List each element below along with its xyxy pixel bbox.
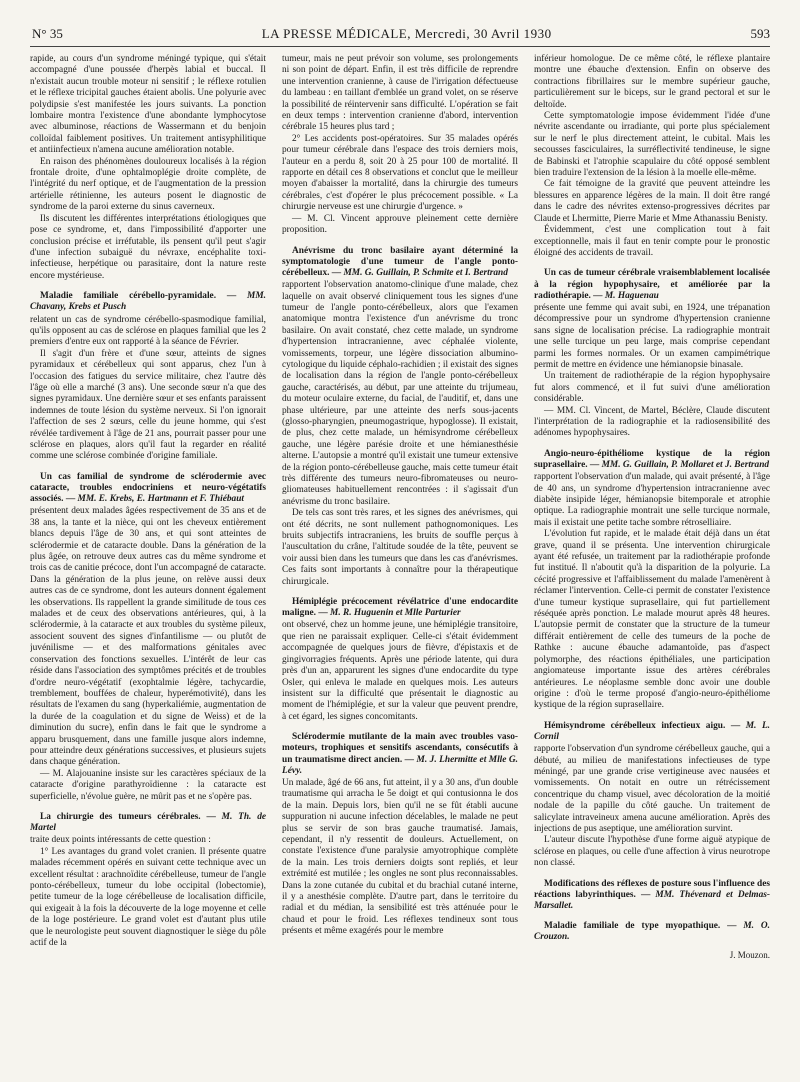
page-number: 593 — [750, 26, 770, 41]
heading-title: Anévrisme du tronc basilaire ayant déterminé la symptomatologie d'une tumeur de l'angle ponto-cérébelleux. — — [282, 245, 518, 278]
section-heading — [30, 812, 266, 834]
heading-title: Maladie familiale cérébello-pyramidale. — — [40, 291, 237, 302]
paragraph: L'évolution fut rapide, et le malade était déjà dans un état grave, quand il se présenta. Une intervention chirurgicale ayant été refusée, un traitement par la radiothérapie profonde fut institué. Il n'aboutit qu'à la disparition de la polyurie. La cécité progressive et l'affaiblissement du malade l'amenèrent à réclamer l'intervention. Celle-ci permit de constater l'existence d'une tumeur kystique suprasellaire, qui fut partiellement réséquée après ponction. Le malade mourut après 48 heures. L'autopsie permit de constater que la structure de la tumeur différait entièrement de celle des tumeurs de la poche de Rathke : aucune ébauche adamantoïde, pas d'aspect polymorphe, des réactions épithéliales, une participation angiomateuse importante issue des artères cérébrales antérieures. Le néoplasme semble donc avoir une double origine : d'où le terme proposé d'angio-neuro-épithéliome kystique de la région suprasellaire. — [534, 529, 770, 711]
header-rule — [30, 46, 770, 47]
column-3 — [534, 54, 770, 1074]
section-heading — [30, 291, 266, 313]
issue-number: N° 35 — [32, 26, 63, 41]
heading-authors: M. J. Lhermitte et Mlle G. Lévy. — [282, 754, 518, 776]
column-1 — [30, 54, 266, 1074]
paragraph: présente une femme qui avait subi, en 1924, une trépanation décompressive pour un syndrome d'hypertension cranienne sans signe de localisation précise. La radiographie montrait une selle turcique un peu large, mais comprise cependant parmi les formes normales. Or un examen campimétrique permit de mettre en évidence une hémianopsie binasale. — [534, 302, 770, 370]
paragraph: ont observé, chez un homme jeune, une hémiplégie transitoire, que rien ne paraissait expliquer. Celle-ci s'était évidemment accompagnée de quelques jours de fièvre, d'épistaxis et de gingivorragies fréquents. Après une période latente, qui dura près d'un an, apparurent les signes d'une endocardite du type Osler, qui enleva le malade en quelques mois. Les auteurs insistent sur la difficulté que présentait le diagnostic au moment de l'hémiplégie, et sur la valeur que peuvent prendre, à cet égard, les signes concomitants. — [282, 620, 518, 722]
section-heading — [534, 721, 770, 743]
paragraph: En raison des phénomènes douloureux localisés à la région frontale droite, d'une ophtalmoplégie droite complète, de l'intégrité du nerf optique, et de l'augmentation de la pression artérielle rétinienne, les auteurs posent le diagnostic de syndrome de la paroi externe du sinus caverneux. — [30, 156, 266, 213]
section-heading — [282, 246, 518, 280]
heading-authors: MM. Thévenard et Delmas-Marsallet. — [534, 889, 770, 912]
paragraph: Ce fait témoigne de la gravité que peuvent atteindre les blessures en apparence légères de la main. Il doit être rangé dans le cadre des névrites extenso-progressives décrites par Claude et Lhermitte, Pierre Marie et Mme Athanassiu Benisty. — [534, 179, 770, 224]
section-heading — [282, 732, 518, 777]
heading-title: Sclérodermie mutilante de la main avec troubles vaso-moteurs, trophiques et sensitifs ascendants, consécutifs à un traumatisme direct ancien. — — [282, 732, 518, 765]
paragraph: — MM. Cl. Vincent, de Martel, Béclère, Claude discutent l'interprétation de la radiographie et la radiosensibilité des adénomes hypophysaires. — [534, 405, 770, 439]
article-columns — [30, 54, 770, 1074]
paragraph: rapportent l'observation d'un malade, qui avait présenté, à l'âge de 40 ans, un syndrome d'hypertension intracranienne avec diabète insipide léger, hémianopsie bitemporale et atrophie optique. La radiographie montrait une selle turcique normale, mais il existait une petite tache sombre rétroselliaire. — [534, 472, 770, 528]
paragraph: De tels cas sont très rares, et les signes des anévrismes, qui ont été décrits, ne sont nullement pathognomoniques. Les bruits subjectifs intracraniens, les bruits de souffle perçus à l'auscultation du crâne, l'altitude soudée de la tête, peuvent se voir aussi bien dans les tumeurs que dans les cas d'anévrismes. Ces faits sont importants à connaître pour la thérapeutique chirurgicale. — [282, 508, 518, 587]
paragraph: Cette symptomatologie impose évidemment l'idée d'une névrite ascendante ou irradiante, qui porte plus spécialement sur le nerf le plus directement atteint, le cubital. Mais les secousses fasciculaires, la surréflectivité tendineuse, le signe de Babinski et l'atrophie scapulaire du côté opposé semblent bien traduire l'extension de la lésion à la moelle elle-même. — [534, 111, 770, 179]
paragraph: 1° Les avantages du grand volet cranien. Il présente quatre malades récemment opérés en suivant cette technique avec un excellent résultat : arachnoïdite cérébelleuse, tumeur de l'angle ponto-cérébelleux, tumeur du lobe occipital (lobectomie), petite tumeur de la loge cérébelleuse de localisation difficile, qui exigeait à la fois la découverte de la loge moyenne et celle de la loge postérieure. Le grand volet est d'autant plus utile que le neurologiste peut souvent diagnostiquer le siège du pôle actif de la — [30, 846, 266, 949]
paragraph: inférieur homologue. De ce même côté, le réflexe plantaire montre une ébauche d'extension. Enfin on observe des contractions fibrillaires sur le membre supérieur gauche, particulièrement sur le biceps, sur le grand pectoral et sur le deltoïde. — [534, 54, 770, 110]
paragraph: 2° Les accidents post-opératoires. Sur 35 malades opérés pour tumeur cérébrale dans l'espace des trois derniers mois, l'auteur en a perdu 8, soit 20 à 25 pour 100 de mortalité. Il rapporte en détail ces 8 observations et conclut que le meilleur moyen d'abaisser la mortalité, dans la chirurgie des tumeurs cérébrales, c'est d'opérer le plus précocement possible. « La chirurgie nerveuse est une chirurgie d'urgence. » — [282, 133, 518, 213]
heading-authors: M. R. Huguenin et Mlle Parturier — [330, 608, 461, 619]
column-2 — [282, 54, 518, 1074]
paragraph: — M. Cl. Vincent approuve pleinement cette dernière proposition. — [282, 213, 518, 236]
journal-title: LA PRESSE MÉDICALE, Mercredi, 30 Avril 1930 — [261, 26, 552, 41]
heading-title: Un cas familial de syndrome de sclérodermie avec cataracte, troubles endocriniens et neuro-végétatifs associés. — — [30, 471, 266, 505]
heading-title: Maladie familiale de type myopathique. — — [544, 921, 737, 932]
paragraph: Ils discutent les différentes interprétations étiologiques que pose ce syndrome, et, dans l'impossibilité d'apporter une conclusion précise et irréfutable, ils pensent qu'il peut s'agir d'une infection subaiguë du névraxe, encéphalite toxi-infectieuse, herpétique ou parasitaire, dont la nature reste encore mystérieuse. — [30, 213, 266, 281]
paragraph: traite deux points intéressants de cette question : — [30, 835, 211, 846]
paragraph: Évidemment, c'est une complication tout à fait exceptionnelle, mais il faut en tenir compte pour le pronostic éloigné des accidents de travail. — [534, 225, 770, 258]
section-heading — [282, 597, 518, 619]
paragraph: L'auteur discute l'hypothèse d'une forme aiguë atypique de sclérose en plaques, ou celle d'une affection à virus neurotrope non classé. — [534, 835, 770, 869]
heading-title: Hémiplégie précocement révélatrice d'une endocardite maligne. — — [282, 597, 518, 619]
section-heading — [30, 472, 266, 506]
paragraph: Un traitement de radiothérapie de la région hypophysaire fut alors commencé, et il fut suivi d'une amélioration considérable. — [534, 371, 770, 405]
section-heading — [534, 268, 770, 302]
paragraph: rapide, au cours d'un syndrome méningé typique, qui s'était accompagné d'une poussée d'herpès labial et buccal. Il n'existait aucun trouble moteur ni sensitif ; le réflexe rotulien et le réflexe tricipital gauches étaient abolis. Une polyurie avec polydipsie s'est manifestée les jours suivants. La ponction lombaire montra l'existence d'une abondante lymphocytose avec albuminose, réactions de Wassermann et du benjoin colloïdal faiblement positives. Un traitement antisyphilitique et antiinfectieux n'amena aucune amélioration notable. — [30, 54, 266, 156]
signature: J. Mouzon. — [729, 949, 770, 960]
running-header — [32, 26, 770, 44]
paragraph: Un malade, âgé de 66 ans, fut atteint, il y a 30 ans, d'un double traumatisme qui arracha le 5e doigt et qui contusionna le dos de la main. Depuis lors, bien qu'il ne se fût établi aucune suppuration ni aucune infection décelables, le malade ne peut plus se servir de son bras gauche traumatisé. Jamais, cependant, il n'y ressentit de douleurs. Actuellement, on constate l'existence d'une paralysie amyotrophique complète de la main. Les trois derniers doigts sont repliés, et leur extrémité est mutilée ; les ongles ne sont plus reconnaissables. Dans la zone cutanée du cubital et du brachial cutané interne, il y a anesthésie complète. D'autre part, dans le territoire du radial et du médian, la sensibilité est très atténuée pour le chaud et pour le froid. Les réflexes tendineux sont tous présents et même exagérés pour le membre — [282, 777, 518, 937]
section-heading — [534, 921, 770, 943]
heading-authors: M. Th. de Martel — [30, 811, 266, 834]
paragraph: tumeur, mais ne peut prévoir son volume, ses prolongements ni son point de départ. Enfin, il est très difficile de reprendre une intervention cranienne, à cause de l'irrigation défectueuse du lambeau : en taillant d'emblée un grand volet, on se réserve la possibilité de réintervenir sans difficulté. L'opération se fait en deux temps : intervention cranienne d'abord, intervention cérébrale 15 heures plus tard ; — [282, 54, 518, 133]
paragraph: relatent un cas de syndrome cérébello-spasmodique familial, qu'ils opposent au cas de sclérose en plaques familial que les 2 premiers d'entre eux ont rapporté à la séance de Février. — [30, 314, 266, 348]
paragraph: — M. Alajouanine insiste sur les caractères spéciaux de la cataracte d'origine parathyroïdienne : la cataracte est superficielle, n'évolue guère, ne mûrit pas et ne s'opère pas. — [30, 768, 266, 802]
paragraph: Il s'agit d'un frère et d'une sœur, atteints de signes pyramidaux et cérébelleux qui sont apparus, chez l'un à l'occasion des fatigues du service militaire, chez l'autre dès l'âge où elle a marché (3 ans). Une seconde sœur n'a que des signes pyramidaux. Une dernière sœur et ses enfants paraissent indemnes de toute lésion du système nerveux. Si l'on ignorait l'affection de ses 2 sœurs, celle du jeune homme, qui s'est révélée tardivement à l'âge de 21 ans, pourrait passer pour une sclérose en plaques, alors qu'il faut la regarder en réalité comme une sclérose combinée d'origine familiale. — [30, 348, 266, 462]
heading-title: Modifications des réflexes de posture sous l'influence des réactions labyrinthiques. — — [534, 878, 770, 900]
heading-title: Un cas de tumeur cérébrale vraisemblablement localisée à la région hypophysaire, et améliorée par la radiothérapie. — — [534, 268, 770, 301]
heading-authors: MM. G. Guillain, P. Schmite et I. Bertrand — [343, 267, 508, 278]
heading-authors: MM. E. Krebs, E. Hartmann et F. Thiébaut — [77, 494, 245, 505]
heading-authors: M. L. Cornil — [534, 720, 770, 742]
paragraph: rapporte l'observation d'un syndrome cérébelleux gauche, qui a débuté, au milieu de manifestations infectieuses de type méningé, par une grande crise vertigineuse avec nausées et vomissements. On notait en outre un rétrécissement concentrique du champ visuel, avec décoloration de la moitié nodale de la papille du côté gauche. Un traitement de salicylate intraveineux amena aucune amélioration. Après des injections de pus aseptique, une amélioration survint. — [534, 744, 770, 834]
heading-title: La chirurgie des tumeurs cérébrales. — — [40, 811, 216, 822]
heading-authors: MM. G. Guillain, P. Mollaret et J. Bertrand — [601, 460, 770, 470]
heading-title: Angio-neuro-épithéliome kystique de la région suprasellaire. — — [534, 448, 770, 470]
heading-title: Hémisyndrome cérébelleux infectieux aigu. — — [544, 720, 741, 731]
heading-authors: M. O. Crouzon. — [534, 921, 770, 943]
heading-authors: MM. Chavany, Krebs et Pusch — [30, 291, 266, 313]
paragraph: présentent deux malades âgées respectivement de 35 ans et de 38 ans, la tante et la nièce, qui ont les cheveux entièrement blancs depuis l'âge de 30 ans, et qui sont atteintes de sclérodermie et de cataracte double. Dans la génération de la plus âgée, on retrouve deux autres cas du même syndrome et trois cas de canitie précoce, dont l'un accompagné de cataracte. Dans la génération de la plus jeune, on relève aussi deux autres cas de ce syndrome, dont les auteurs donnent également les observations. Ils rappellent la grande similitude de tous ces malades et de ceux des observations antérieures, qui, à la sclérodermie, à la cataracte et aux troubles du système pileux, associent souvent des signes d'infantilisme — ou plutôt de juvénilisme — et des malformations génitales avec conservation des fonctions sexuelles. L'intérêt de leur cas réside dans l'association des symptômes précités et de troubles d'ordre neuro-végétatif (exophtalmie légère, tachycardie, tremblement, bouffées de chaleur, hyperémotivité), dans les résultats de l'examen du sang (hyperkaliémie, augmentation de la durée de la coagulation et du signe de Weiss) et de la diminution du sucre), enfin dans le fait que le syndrome a apparu brusquement, dans une famille jusque alors indemne, pour atteindre deux générations successives, et plusieurs sujets dans chaque génération. — [30, 506, 266, 768]
section-heading — [534, 879, 770, 913]
section-heading — [534, 449, 770, 471]
paragraph: rapportent l'observation anatomo-clinique d'une malade, chez laquelle on avait observé cliniquement tous les signes d'une tumeur de l'angle ponto-cérébelleux, alors que l'examen anatomique montra l'existence d'un anévrisme du tronc basilaire. On avait constaté, chez cette malade, un syndrome d'hypertension intracranienne, avec céphalée violente, vomissements, torpeur, une légère dissociation albumino-cytologique du liquide céphalo-rachidien ; il existait des signes de localisation dans la région de l'angle ponto-cérébelleux gauche, caractérisés, au début, par une atteinte du trijumeau, du moteur oculaire externe, du facial, de l'auditif, et, dans une phase ultérieure, par une atteinte des nerfs sous-jacents (glosso-pharyngien, pneumogastrique, hypoglosse). Il existait, de plus, chez cette malade, un hémisyndrome cérébelleux gauche, une légère parésie droite et une hémianesthésie alterne. L'autopsie a montré qu'il existait une tumeur extensive de la région ponto-cérébelleuse gauche, mais cette tumeur était très différente des tumeurs neuro-fibromateuses ou neuro-gliomateuses habituellement rencontrées : il s'agissait d'un anévrisme du tronc basilaire. — [282, 280, 518, 507]
heading-authors: M. Haguenau — [604, 290, 659, 301]
